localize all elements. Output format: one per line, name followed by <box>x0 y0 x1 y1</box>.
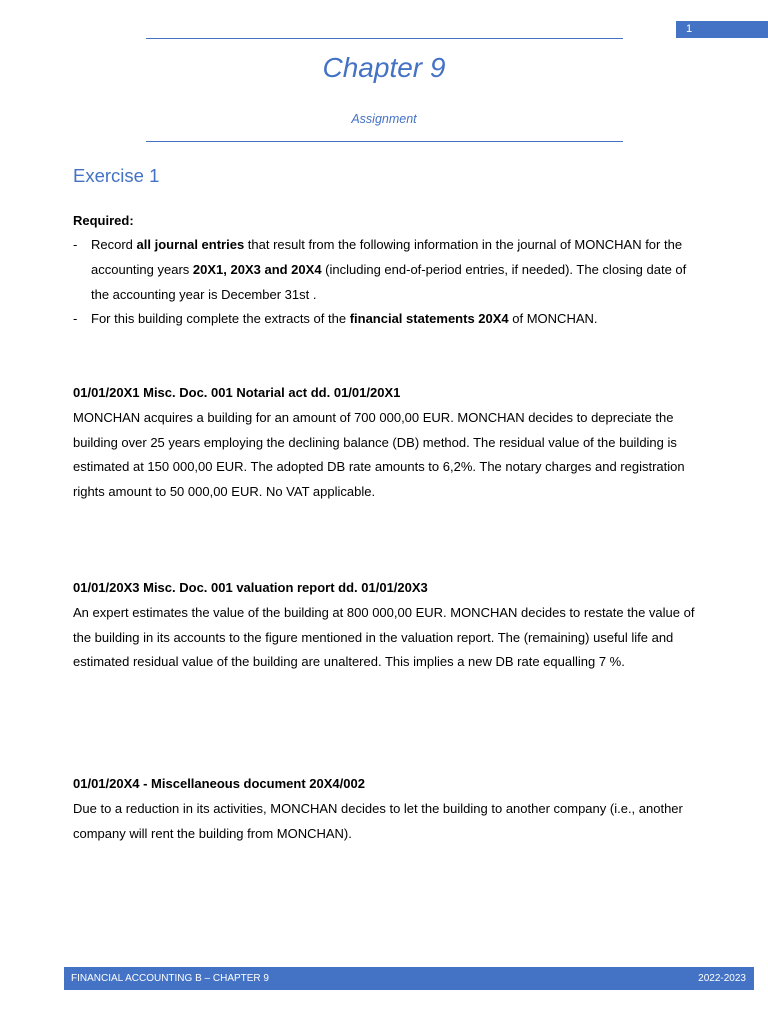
footer-course-label: FINANCIAL ACCOUNTING B – CHAPTER 9 <box>71 973 269 984</box>
required-label: Required: <box>73 213 134 228</box>
bullet-dash: - <box>73 311 78 327</box>
page-number: 1 <box>686 23 693 35</box>
requirement-emphasis: 20X1, 20X3 and 20X4 <box>192 261 322 277</box>
footer-year: 2022-2023 <box>698 973 746 984</box>
requirement-item <box>73 233 703 307</box>
document-block-notarial-act <box>73 381 703 505</box>
document-block-valuation-report <box>73 576 703 675</box>
requirement-text: Record <box>91 237 137 252</box>
document-title: 01/01/20X1 Misc. Doc. 001 Notarial act dd. 01/01/20X1 <box>73 385 401 400</box>
page-number-badge <box>676 21 768 38</box>
title-rule-bottom <box>146 141 623 142</box>
requirement-text: that result from the following information in the journal of MONCHAN for the accounting years <box>91 237 683 277</box>
bullet-dash: - <box>73 237 78 252</box>
document-title: 01/01/20X4 - Miscellaneous document 20X4/002 <box>73 776 365 791</box>
requirement-text: For this building complete the extracts of the <box>91 311 350 327</box>
exercise-heading: Exercise 1 <box>73 165 160 186</box>
document-block-misc-document <box>73 772 703 846</box>
title-rule-top <box>146 38 623 39</box>
document-text: An expert estimates the value of the building at 800 000,00 EUR. MONCHAN decides to restate the value of the building in its accounts to the figure mentioned in the valuation report. The (remaining) useful life and estimated residual value of the building are unaltered. This implies a new DB rate equalling 7 %. <box>73 604 695 670</box>
requirement-text: (including end-of-period entries, if needed). The closing date of the accounting year is December 31st . <box>91 261 687 302</box>
document-text: MONCHAN acquires a building for an amount of 700 000,00 EUR. MONCHAN decides to depreciate the building over 25 years employing the declining balance (DB) method. The residual value of the building is estimated at 150 000,00 EUR. The adopted DB rate amounts to 6,2%. The notary charges and registration rights amount to 50 000,00 EUR. No VAT applicable. <box>73 409 685 500</box>
document-text: Due to a reduction in its activities, MONCHAN decides to let the building to another company (i.e., another company will rent the building from MONCHAN). <box>73 800 683 841</box>
footer-bar <box>64 967 754 990</box>
chapter-title: Chapter 9 <box>322 52 446 83</box>
requirements-list <box>73 233 703 332</box>
document-title: 01/01/20X3 Misc. Doc. 001 valuation report dd. 01/01/20X3 <box>73 580 428 595</box>
requirement-emphasis: financial statements 20X4 <box>349 311 509 327</box>
requirement-emphasis: all journal entries <box>136 237 245 252</box>
chapter-subtitle: Assignment <box>351 112 417 126</box>
requirement-item <box>73 307 703 332</box>
requirement-text: of MONCHAN. <box>508 311 598 327</box>
